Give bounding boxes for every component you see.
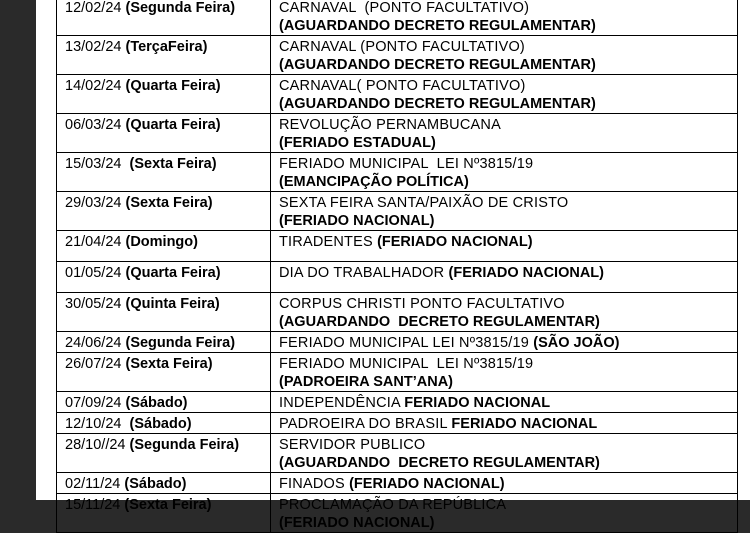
holiday-row — [57, 494, 738, 533]
date-cell — [57, 75, 271, 114]
date-text: 12/10/24 — [65, 416, 130, 432]
event-status: FERIADO NACIONAL — [451, 416, 598, 432]
event-title: FERIADO MUNICIPAL LEI Nº3815/19 — [279, 156, 534, 172]
weekday-text: (TerçaFeira) — [125, 39, 208, 55]
weekday-text: (Segunda Feira) — [125, 335, 236, 351]
holiday-row — [57, 434, 738, 473]
date-text: 21/04/24 — [65, 234, 126, 250]
event-cell — [271, 153, 738, 192]
holiday-row — [57, 192, 738, 231]
date-text: 02/11/24 — [65, 476, 125, 492]
date-cell — [57, 494, 271, 533]
event-title: CARNAVAL (PONTO FACULTATIVO) — [279, 39, 525, 55]
date-cell — [57, 153, 271, 192]
event-title: FERIADO MUNICIPAL LEI Nº3815/19 — [279, 335, 534, 351]
weekday-text: (Segunda Feira) — [125, 0, 236, 16]
event-line — [279, 0, 737, 17]
date-cell — [57, 413, 271, 434]
event-title: FINADOS — [279, 476, 350, 492]
event-title: TIRADENTES — [279, 234, 378, 250]
date-cell — [57, 231, 271, 262]
event-status: (AGUARDANDO DECRETO REGULAMENTAR) — [279, 18, 596, 34]
event-line — [279, 194, 737, 212]
date-cell — [57, 36, 271, 75]
weekday-text: (Segunda Feira) — [129, 437, 240, 453]
event-line — [279, 38, 737, 56]
date-cell — [57, 434, 271, 473]
holiday-row — [57, 231, 738, 262]
weekday-text: (Quarta Feira) — [125, 78, 221, 94]
event-title: CORPUS CHRISTI PONTO FACULTATIVO — [279, 296, 565, 312]
event-title: SERVIDOR PUBLICO — [279, 437, 426, 453]
weekday-text: (Domingo) — [125, 234, 198, 250]
event-status: (FERIADO ESTADUAL) — [279, 135, 436, 151]
weekday-text: (Quarta Feira) — [125, 117, 221, 133]
date-text: 01/05/24 — [65, 265, 126, 281]
event-line — [279, 295, 737, 313]
date-text: 15/03/24 — [65, 156, 130, 172]
event-line — [279, 233, 737, 251]
event-title: PADROEIRA DO BRASIL — [279, 416, 452, 432]
date-text: 07/09/24 — [65, 395, 126, 411]
event-status: (SÃO JOÃO) — [533, 335, 620, 351]
event-line — [279, 436, 737, 454]
holiday-row — [57, 353, 738, 392]
event-cell — [271, 0, 738, 36]
event-title: DIA DO TRABALHADOR — [279, 265, 449, 281]
event-status: FERIADO NACIONAL — [404, 395, 551, 411]
event-cell — [271, 262, 738, 293]
event-title: CARNAVAL (PONTO FACULTATIVO) — [279, 0, 530, 16]
date-text: 29/03/24 — [65, 195, 126, 211]
event-cell — [271, 36, 738, 75]
event-status: (AGUARDANDO DECRETO REGULAMENTAR) — [279, 455, 600, 471]
holiday-row — [57, 392, 738, 413]
event-cell — [271, 114, 738, 153]
holiday-row — [57, 0, 738, 36]
date-cell — [57, 0, 271, 36]
holiday-row — [57, 332, 738, 353]
event-cell — [271, 75, 738, 114]
weekday-text: (Quinta Feira) — [125, 296, 220, 312]
event-cell — [271, 293, 738, 332]
event-title: PROCLAMAÇÃO DA REPÚBLICA — [279, 497, 507, 513]
event-title: FERIADO MUNICIPAL LEI Nº3815/19 — [279, 356, 534, 372]
event-cell — [271, 192, 738, 231]
event-status: (FERIADO NACIONAL) — [448, 265, 604, 281]
date-cell — [57, 332, 271, 353]
date-text: 12/02/24 — [65, 0, 126, 16]
event-line — [279, 475, 737, 493]
holiday-row — [57, 293, 738, 332]
date-cell — [57, 114, 271, 153]
event-line — [279, 264, 737, 282]
weekday-text: (Quarta Feira) — [125, 265, 221, 281]
event-line — [279, 155, 737, 173]
event-status: (FERIADO NACIONAL) — [279, 213, 435, 229]
event-status: (FERIADO NACIONAL) — [279, 515, 435, 531]
event-line — [279, 334, 737, 352]
weekday-text: (Sexta Feira) — [125, 356, 213, 372]
date-text: 06/03/24 — [65, 117, 126, 133]
date-text: 13/02/24 — [65, 39, 126, 55]
event-status: (FERIADO NACIONAL) — [349, 476, 505, 492]
date-cell — [57, 473, 271, 494]
holiday-table — [56, 0, 738, 533]
holiday-row — [57, 114, 738, 153]
weekday-text: (Sábado) — [129, 416, 192, 432]
event-line — [279, 77, 737, 95]
event-line — [279, 355, 737, 373]
event-line — [279, 415, 737, 433]
holiday-row — [57, 75, 738, 114]
event-status: (AGUARDANDO DECRETO REGULAMENTAR) — [279, 57, 596, 73]
event-cell — [271, 434, 738, 473]
event-line — [279, 116, 737, 134]
date-cell — [57, 392, 271, 413]
weekday-text: (Sexta Feira) — [124, 497, 212, 513]
holiday-row — [57, 413, 738, 434]
date-cell — [57, 192, 271, 231]
event-cell — [271, 494, 738, 533]
event-status: (PADROEIRA SANT’ANA) — [279, 374, 453, 390]
date-text: 28/10//24 — [65, 437, 130, 453]
event-status: (EMANCIPAÇÃO POLÍTICA) — [279, 174, 469, 190]
holiday-row — [57, 153, 738, 192]
date-cell — [57, 353, 271, 392]
event-line — [279, 496, 737, 514]
event-title: REVOLUÇÃO PERNAMBUCANA — [279, 117, 501, 133]
weekday-text: (Sexta Feira) — [129, 156, 217, 172]
date-cell — [57, 293, 271, 332]
event-status: (FERIADO NACIONAL) — [377, 234, 533, 250]
event-status: (AGUARDANDO DECRETO REGULAMENTAR) — [279, 314, 600, 330]
event-title: INDEPENDÊNCIA — [279, 395, 405, 411]
date-text: 14/02/24 — [65, 78, 126, 94]
weekday-text: (Sábado) — [124, 476, 187, 492]
event-cell — [271, 413, 738, 434]
date-text: 15/11/24 — [65, 497, 125, 513]
event-title: SEXTA FEIRA SANTA/PAIXÃO DE CRISTO — [279, 195, 569, 211]
event-cell — [271, 473, 738, 494]
date-cell — [57, 262, 271, 293]
date-text: 24/06/24 — [65, 335, 126, 351]
holiday-row — [57, 262, 738, 293]
date-text: 30/05/24 — [65, 296, 126, 312]
event-cell — [271, 392, 738, 413]
event-title: CARNAVAL( PONTO FACULTATIVO) — [279, 78, 526, 94]
holiday-table-body — [57, 0, 738, 533]
weekday-text: (Sábado) — [125, 395, 188, 411]
event-cell — [271, 231, 738, 262]
event-status: (AGUARDANDO DECRETO REGULAMENTAR) — [279, 96, 596, 112]
event-cell — [271, 353, 738, 392]
event-line — [279, 394, 737, 412]
holiday-row — [57, 36, 738, 75]
date-text: 26/07/24 — [65, 356, 126, 372]
weekday-text: (Sexta Feira) — [125, 195, 213, 211]
holiday-row — [57, 473, 738, 494]
document-page — [36, 0, 750, 531]
event-cell — [271, 332, 738, 353]
